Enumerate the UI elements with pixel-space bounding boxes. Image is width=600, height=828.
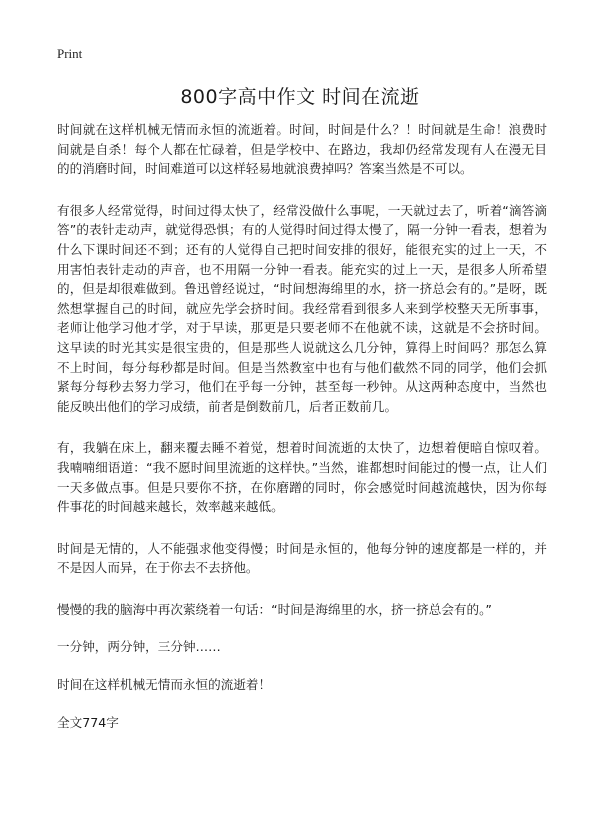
print-link[interactable]: Print	[57, 46, 83, 61]
paragraph: 一分钟，两分钟，三分钟……	[57, 639, 221, 655]
paragraph: 时间是无情的，人不能强求他变得慢；时间是永恒的，他每分钟的速度都是一样的，并不是因人而异，在于你去不去挤他。	[57, 540, 547, 576]
article-body	[57, 120, 547, 732]
paragraph: 慢慢的我的脑海中再次萦绕着一句话：“时间是海绵里的水，挤一挤总会有的。”	[57, 601, 492, 617]
word-count: 全文774字	[57, 714, 119, 730]
paragraph: 有，我躺在床上，翻来覆去睡不着觉，想着时间流逝的太快了，边想着便暗自惊叹着。我喃喃细语道：“我不愿时间里流逝的这样快。”当然，谁都想时间能过的慢一点，让人们一天多做点事。但是只要你不挤，在你磨蹭的同时，你会感觉时间越流越快，因为你每件事花的时间越来越长，效率越来越低。	[57, 440, 547, 515]
paragraph: 时间在这样机械无情而永恒的流逝着！	[57, 677, 272, 693]
paragraph: 有很多人经常觉得，时间过得太快了，经常没做什么事呢，一天就过去了，听着“滴答滴答”的表针走动声，就觉得恐惧；有的人觉得时间过得太慢了，隔一分钟一看表，想着为什么下课时间还不到；还有的人觉得自己把时间安排的很好，能很充实的过上一天，不用害怕表针走动的声音，也不用隔一分钟一看表。能充实的过上一天，是很多人所希望的，但是却很难做到。鲁迅曾经说过，“时间想海绵里的水，挤一挤总会有的。”是呀，既然想掌握自己的时间，就应先学会挤时间。我经常看到很多人来到学校整天无所事事，老师让他学习他才学，对于早读，那更是只要老师不在他就不读，这就是不会挤时间。这早读的时光其实是很宝贵的，但是那些人说就这么几分钟，算得上时间吗？那怎么算不上时间，每分每秒都是时间。但是当然教室中也有与他们截然不同的同学，他们会抓紧每分每秒去努力学习，他们在乎每一分钟，甚至每一秒钟。从这两种态度中，当然也能反映出他们的学习成绩，前者是倒数前几，后者正数前几。	[57, 202, 547, 414]
article-title: 800字高中作文 时间在流逝	[180, 86, 420, 108]
paragraph: 时间就在这样机械无情而永恒的流逝着。时间，时间是什么？！时间就是生命！浪费时间就是自杀！每个人都在忙碌着，但是学校中、在路边，我却仍经常发现有人在漫无目的的消磨时间，时间难道可以这样轻易地就浪费掉吗？答案当然是不可以。	[57, 122, 547, 177]
